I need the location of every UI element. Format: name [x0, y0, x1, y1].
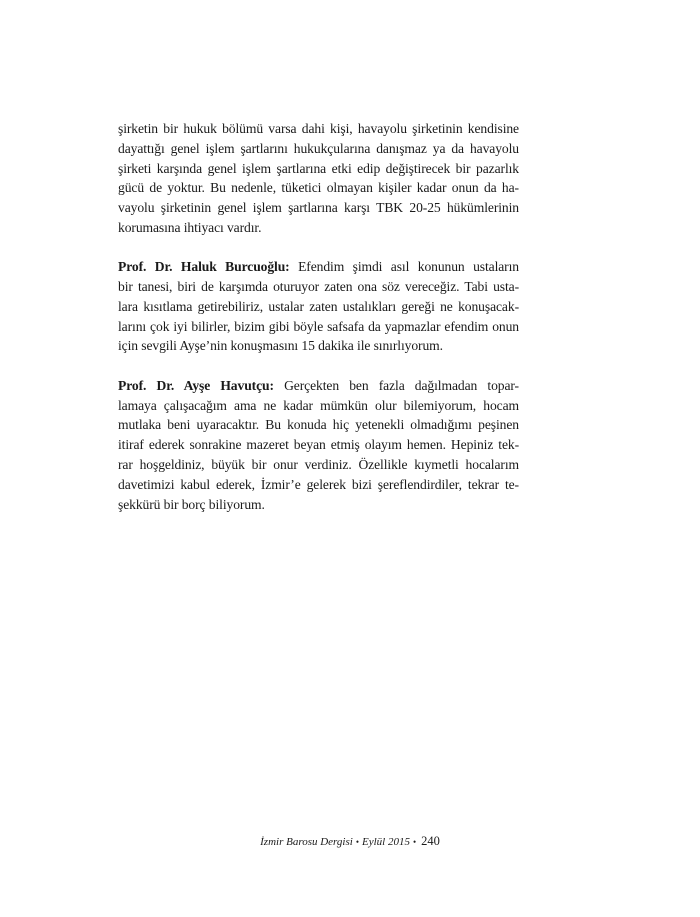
- speaker-text: Gerçekten ben fazla dağılmadan topar-: [273, 377, 519, 393]
- text-line: gücü de yoktur. Bu nedenle, tüketici olmayan kişiler kadar onun da ha-: [118, 180, 519, 196]
- text-line: davetimizi kabul ederek, İzmir’e gelerek bizi şereflendirdiler, tekrar te-: [118, 476, 519, 492]
- text-line: bir tanesi, biri de karşımda oturuyor zaten ona söz vereceğiz. Tabi usta-: [118, 279, 519, 295]
- issue-date: Eylül 2015: [361, 836, 410, 848]
- journal-name: İzmir Barosu Dergisi: [260, 836, 353, 848]
- speaker-line: [118, 376, 519, 396]
- speaker-name: Prof. Dr. Ayşe Havutçu:: [118, 377, 274, 393]
- text-line: korumasına ihtiyacı vardır.: [118, 219, 262, 235]
- paragraph-3: [118, 376, 519, 515]
- text-line: vayolu şirketinin genel işlem şartlarına karşı TBK 20-25 hükümlerinin: [118, 200, 519, 216]
- text-line: şekkürü bir borç biliyorum.: [118, 496, 265, 512]
- text-line: larını çok iyi bilirler, bizim gibi böyle safsafa da yapmazlar efendim onun: [118, 318, 519, 334]
- speaker-text: Efendim şimdi asıl konunun ustaların: [289, 259, 519, 275]
- text-line: şirketin bir hukuk bölümü varsa dahi kişi, havayolu şirketinin kendisine: [118, 121, 519, 136]
- text-line: mutlaka beni uyaracaktır. Bu konuda hiç yetenekli olmadığımı peşinen: [118, 417, 519, 433]
- text-line: itiraf ederek sonrakine mazeret beyan etmiş olayım hemen. Hepiniz tek-: [118, 437, 519, 453]
- text-line: lara kısıtlama getirebiliriz, ustalar zaten ustalıkları gereği ne konuşacak-: [118, 298, 519, 314]
- paragraph-1: [118, 119, 519, 238]
- page-footer: [0, 834, 700, 849]
- speaker-name: Prof. Dr. Haluk Burcuoğlu:: [118, 259, 290, 275]
- paragraph-2: [118, 257, 519, 356]
- speaker-line: [118, 257, 519, 277]
- page-number: 240: [421, 834, 440, 848]
- separator-bullet: •: [412, 837, 417, 847]
- page-body: [118, 119, 519, 534]
- text-line: için sevgili Ayşe’nin konuşmasını 15 dakika ile sınırlıyorum.: [118, 338, 443, 354]
- text-line: rar hoşgeldiniz, büyük bir onur verdiniz. Özellikle kıymetli hocalarım: [118, 456, 519, 472]
- separator-bullet: •: [355, 837, 359, 847]
- text-line: dayattığı genel işlem şartlarını hukukçularına danışmaz ya da havayolu: [118, 140, 519, 156]
- text-line: şirketi karşında genel işlem şartlarına etki edip değiştirecek bir pazarlık: [118, 160, 519, 176]
- text-line: lamaya çalışacağım ama ne kadar mümkün olur bilemiyorum, hocam: [118, 397, 519, 413]
